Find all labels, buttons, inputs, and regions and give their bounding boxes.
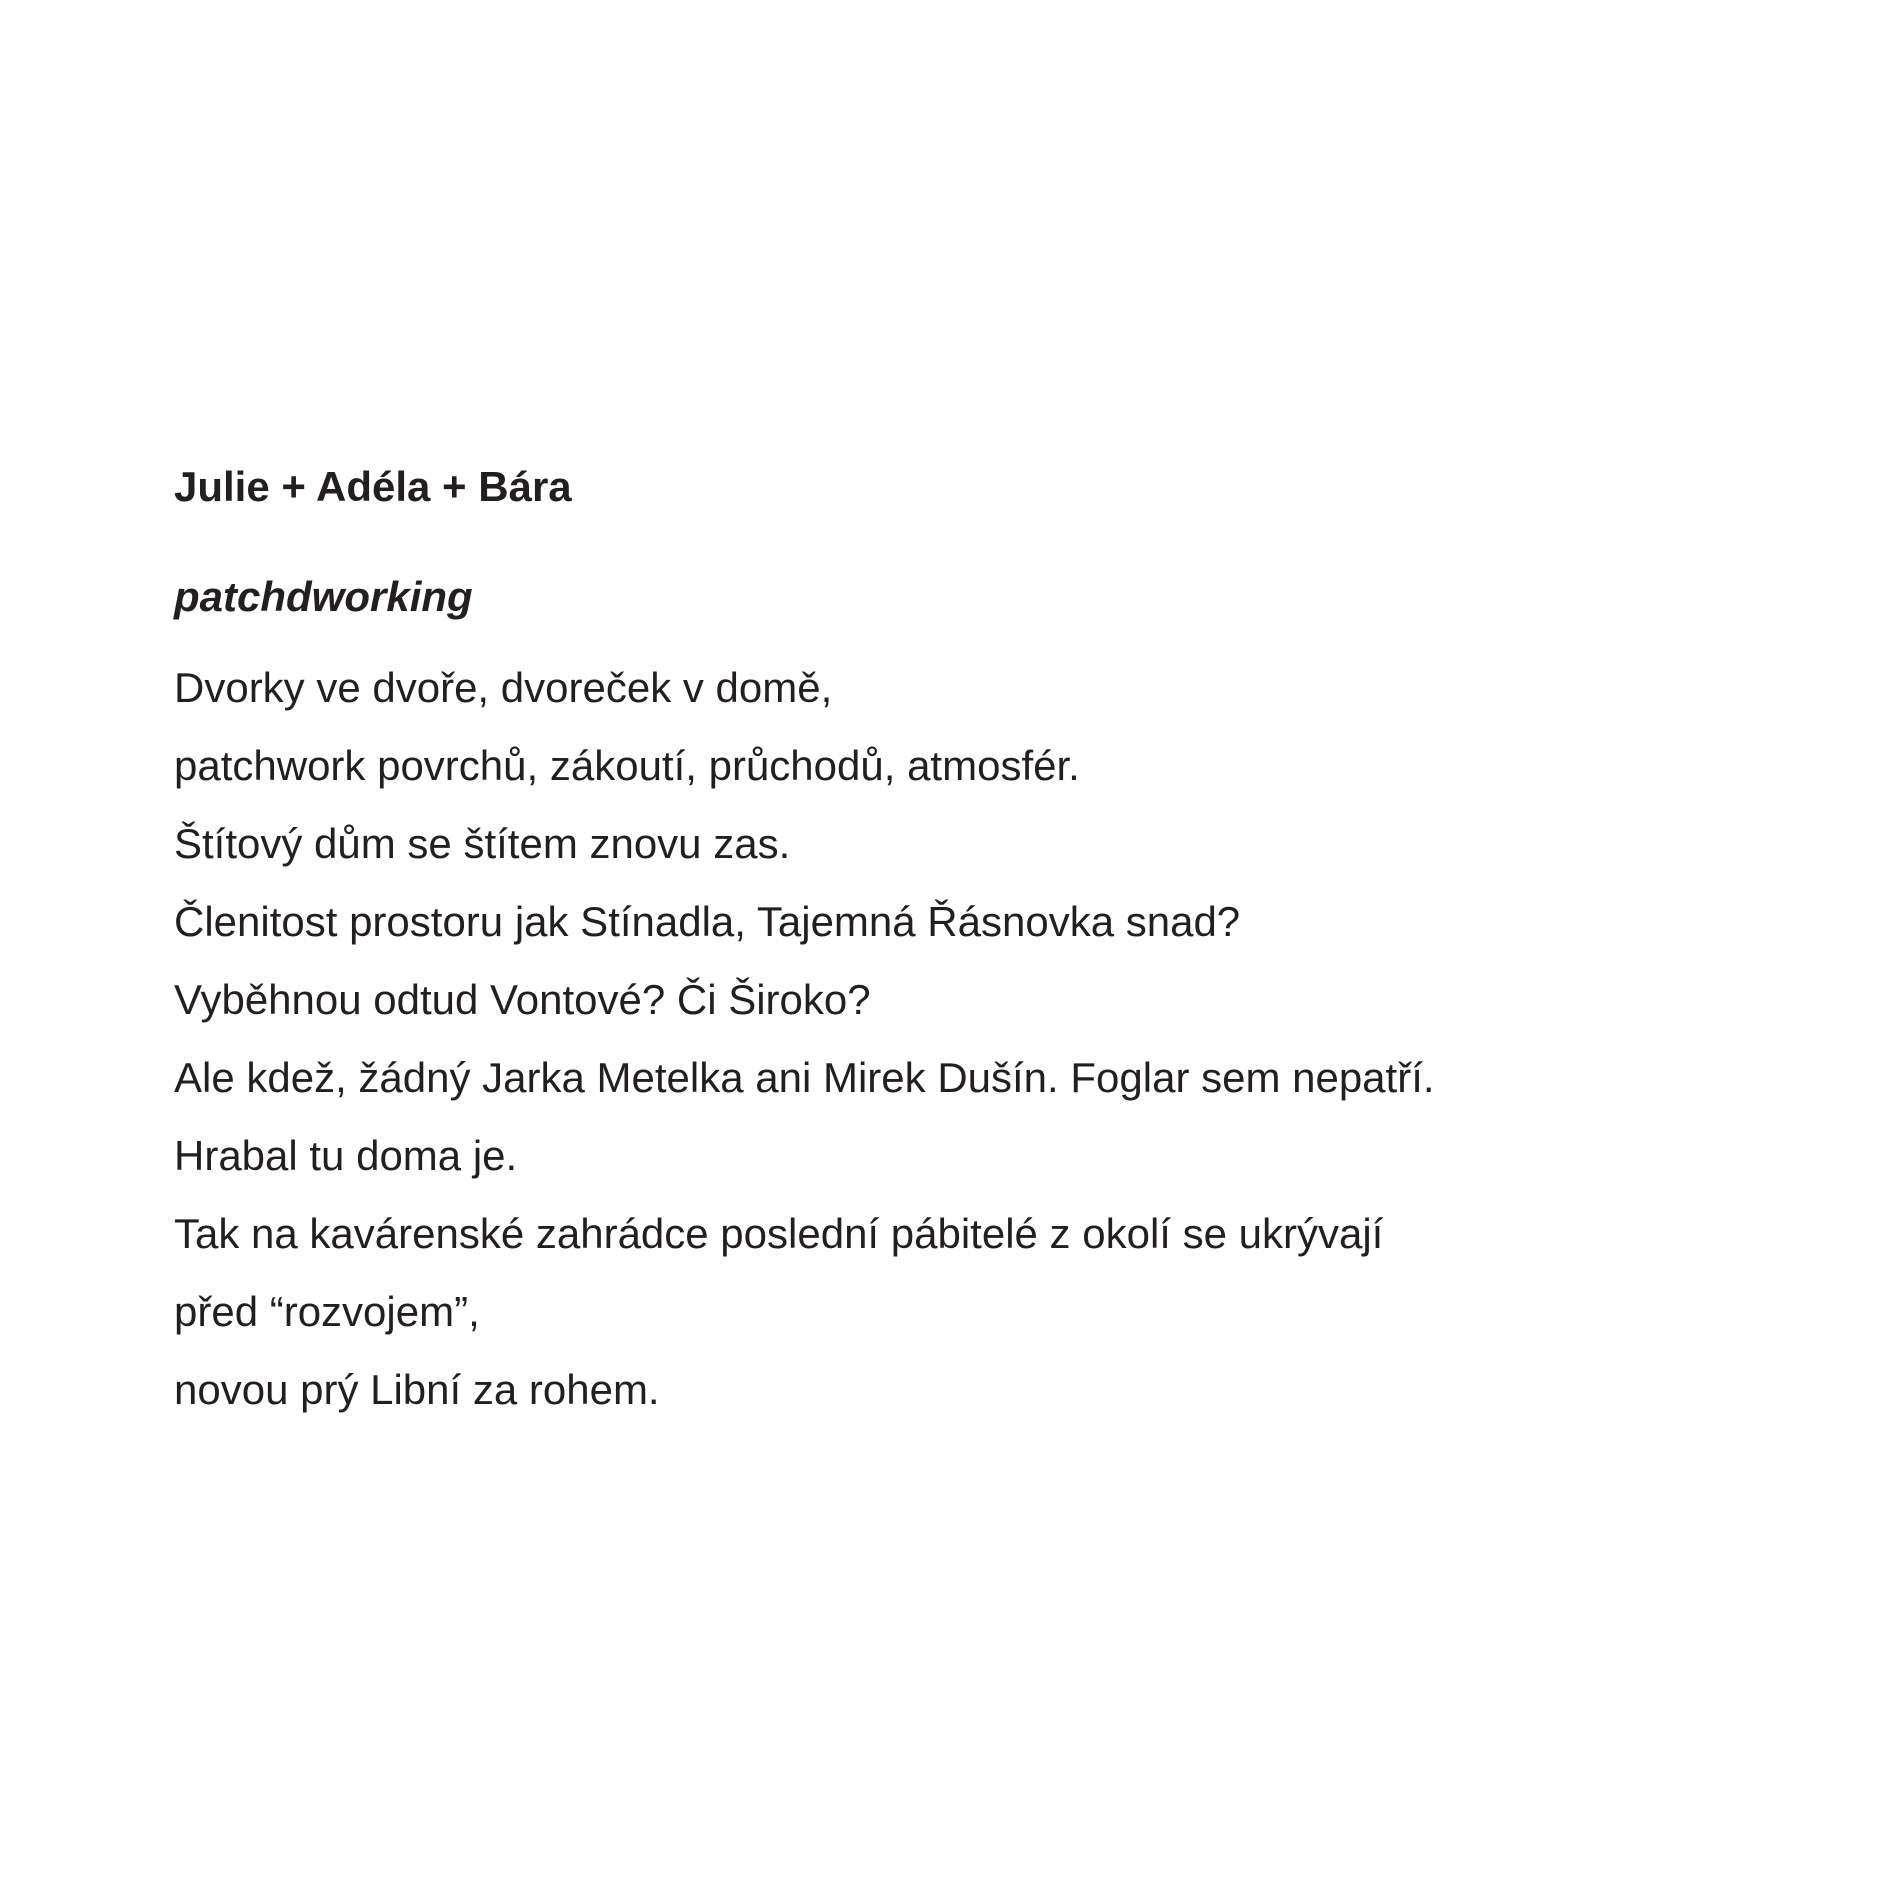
poem-line: Tak na kavárenské zahrádce poslední pábitelé z okolí se ukrývají: [174, 1210, 1384, 1257]
poem-line: Členitost prostoru jak Stínadla, Tajemná Řásnovka snad?: [174, 898, 1241, 945]
poem-line: Hrabal tu doma je.: [174, 1132, 518, 1179]
poem-line: Ale kdež, žádný Jarka Metelka ani Mirek Dušín. Foglar sem nepatří.: [174, 1054, 1435, 1101]
poem-line: patchwork povrchů, zákoutí, průchodů, atmosfér.: [174, 742, 1080, 789]
poem-text-block: [174, 462, 1774, 1429]
poem-line: Vyběhnou odtud Vontové? Či Široko?: [174, 976, 871, 1023]
poem-body: [174, 649, 1774, 1429]
poem-line: novou prý Libní za rohem.: [174, 1366, 660, 1413]
poem-title: patchdworking: [174, 573, 473, 620]
poem-line: Štítový dům se štítem znovu zas.: [174, 820, 791, 867]
authors-line: Julie + Adéla + Bára: [174, 463, 572, 510]
poem-line: před “rozvojem”,: [174, 1288, 480, 1335]
poem-line: Dvorky ve dvoře, dvoreček v domě,: [174, 664, 833, 711]
